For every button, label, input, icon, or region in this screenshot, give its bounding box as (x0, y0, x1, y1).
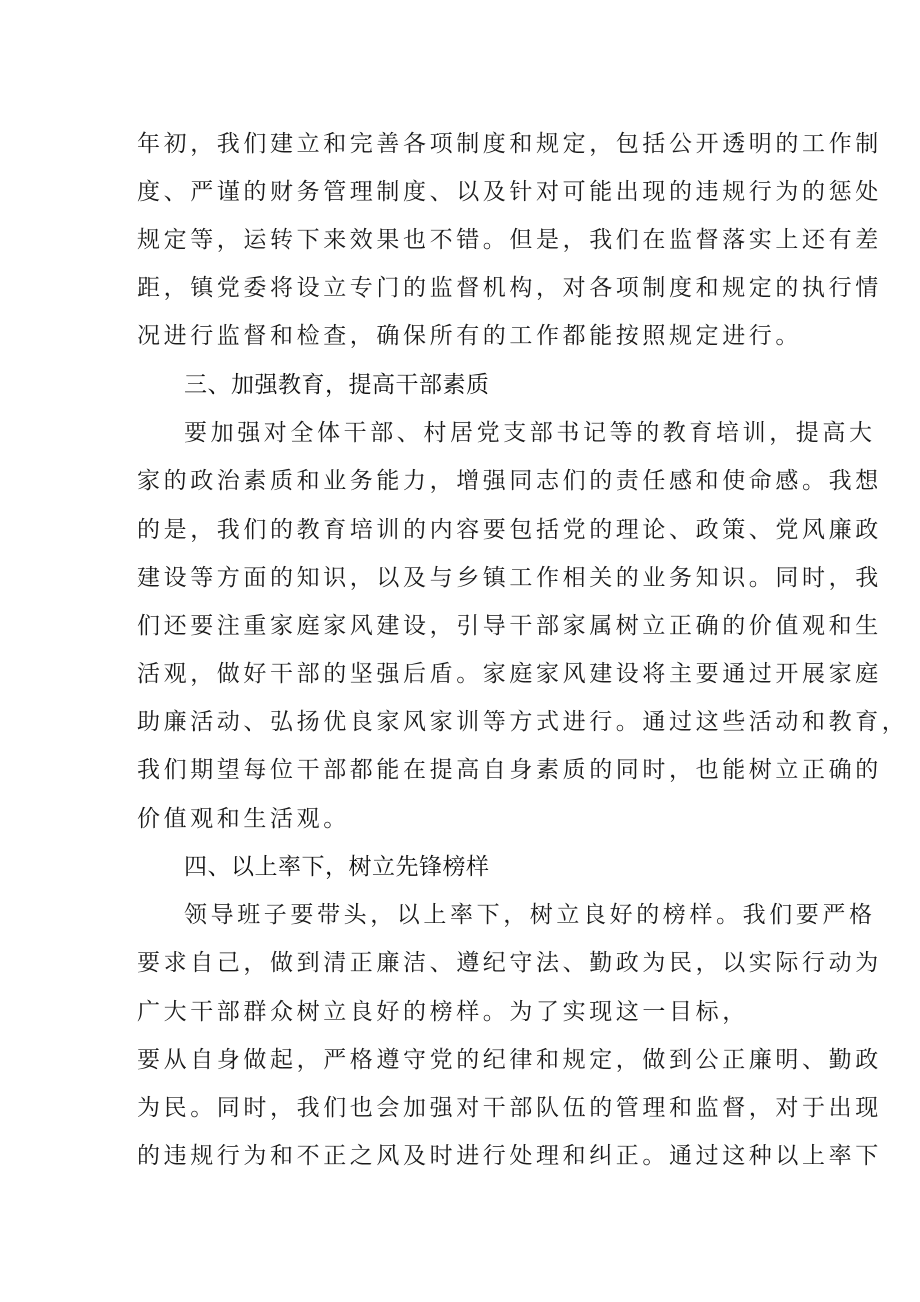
paragraph-line: 要加强对全体干部、村居党支部书记等的教育培训，提高大 (184, 420, 876, 446)
paragraph-line: 们还要注重家庭家风建设，引导干部家属树立正确的价值观和生 (137, 613, 882, 639)
paragraph-line: 助廉活动、弘扬优良家风家训等方式进行。通过这些活动和教育， (137, 709, 909, 735)
paragraph-line: 要求自己，做到清正廉洁、遵纪守法、勤政为民，以实际行动为 (137, 950, 882, 976)
paragraph-line: 况进行监督和检查，确保所有的工作都能按照规定进行。 (137, 323, 802, 349)
paragraph-line: 建设等方面的知识，以及与乡镇工作相关的业务知识。同时，我 (137, 565, 882, 591)
section-heading-3: 三、加强教育，提高干部素质 (184, 372, 490, 398)
section-heading-4: 四、以上率下，树立先锋榜样 (184, 854, 490, 880)
paragraph-line: 广大干部群众树立良好的榜样。为了实现这一目标， (137, 999, 749, 1025)
paragraph-line: 价值观和生活观。 (137, 806, 350, 832)
paragraph-line: 的违规行为和不正之风及时进行处理和纠正。通过这种以上率下 (137, 1143, 882, 1169)
paragraph-line: 的是，我们的教育培训的内容要包括党的理论、政策、党风廉政 (137, 517, 882, 543)
paragraph-line: 领导班子要带头，以上率下，树立良好的榜样。我们要严格 (184, 902, 876, 928)
paragraph-line: 规定等，运转下来效果也不错。但是，我们在监督落实上还有差 (137, 227, 882, 253)
paragraph-line: 要从自身做起，严格遵守党的纪律和规定，做到公正廉明、勤政 (137, 1047, 882, 1073)
paragraph-line: 距，镇党委将设立专门的监督机构，对各项制度和规定的执行情 (137, 275, 882, 301)
paragraph-line: 为民。同时，我们也会加强对干部队伍的管理和监督，对于出现 (137, 1095, 882, 1121)
paragraph-line: 活观，做好干部的坚强后盾。家庭家风建设将主要通过开展家庭 (137, 661, 882, 687)
paragraph-line: 我们期望每位干部都能在提高自身素质的同时，也能树立正确的 (137, 757, 882, 783)
paragraph-line: 度、严谨的财务管理制度、以及针对可能出现的违规行为的惩处 (137, 179, 882, 205)
paragraph-line: 年初，我们建立和完善各项制度和规定，包括公开透明的工作制 (137, 131, 882, 157)
paragraph-line: 家的政治素质和业务能力，增强同志们的责任感和使命感。我想 (137, 468, 882, 494)
